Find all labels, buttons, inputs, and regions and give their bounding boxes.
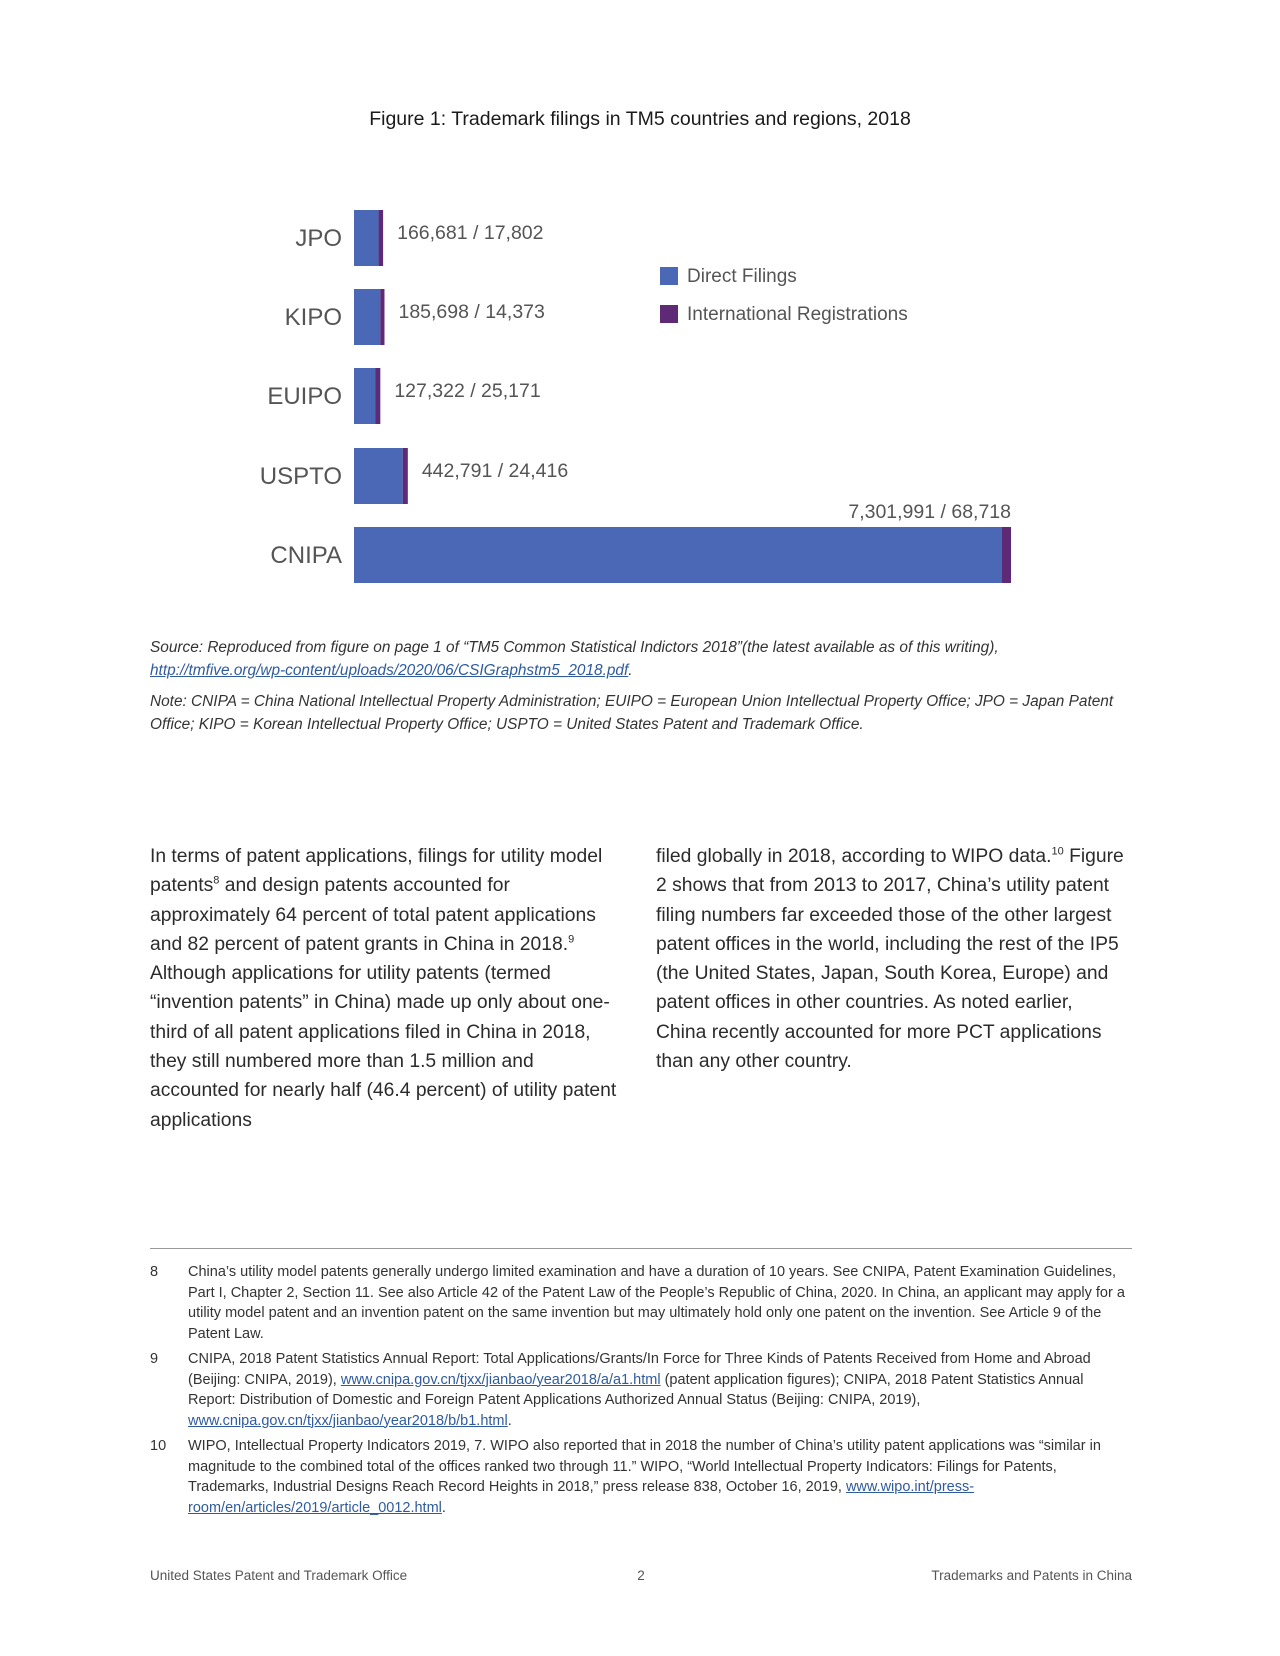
footnote-number: 9 [150,1351,159,1367]
data-label-kipo: 185,698 / 14,373 [398,301,545,323]
body-column-right [656,842,1126,1076]
footnote-9 [150,1349,1132,1431]
legend-label-international: International Registrations [687,304,908,325]
body-left-text-2: and design patents accounted for approximately 64 percent of total patent applications and 82 percent of patent grants in China in 2018. [150,875,596,955]
figure-title: Figure 1: Trademark filings in TM5 countries and regions, 2018 [369,108,911,130]
figure-source [150,636,1132,744]
legend-swatch-international [660,305,678,323]
bar-direct-jpo [354,210,379,266]
legend-swatch-direct [660,267,678,285]
source-link[interactable]: http://tmfive.org/wp-content/uploads/2020/06/CSIGraphstm5_2018.pdf [150,662,629,679]
bar-direct-kipo [354,289,380,345]
note-line: Note: CNIPA = China National Intellectual Property Administration; EUIPO = European Union Intellectual Property Office; JPO = Japan Patent Office; KIPO = Korean Intellectual Property Office; USPTO = United States Patent and Trademark Office. [150,693,1114,733]
category-label-cnipa: CNIPA [270,542,342,569]
category-label-euipo: EUIPO [267,383,342,410]
bar-international-euipo [375,368,380,424]
footnote-text-part: CNIPA, 2018 Patent Statistics Annual Report: Total Applications/Grants/In Force for Three Kinds of Patents Received from Home and Abroad (Beijing: CNIPA, 2019), [188,1351,1091,1388]
data-label-jpo: 166,681 / 17,802 [397,222,544,244]
body-left-text-1: In terms of patent applications, filings for utility model patents [150,846,603,897]
footnote-ref-8[interactable]: 8 [213,874,220,887]
footnote-8 [150,1262,1132,1344]
body-column-left [150,842,620,1135]
footnote-divider [150,1248,1132,1249]
source-line [150,636,1132,682]
category-label-uspto: USPTO [259,463,342,490]
body-left-text-3: Although applications for utility patents (termed “invention patents” in China) made up only about one-third of all patent applications filed in China in 2018, they still numbered more than 1.5 million and accounted for nearly half (46.4 percent) of utility patent applications [150,963,617,1131]
source-text: Source: Reproduced from figure on page 1 of “TM5 Common Statistical Indictors 2018”(the latest available as of this writing), [150,639,999,656]
footnote-text-part: (patent application figures); CNIPA, 2018 Patent Statistics Annual Report: Distribution of Domestic and Foreign Patent Applications Authorized Annual Status (Beijing: CNIPA, 2019), [188,1371,1084,1408]
bar-chart [0,0,1280,600]
data-label-euipo: 127,322 / 25,171 [394,380,541,402]
footnote-number: 10 [150,1438,167,1454]
footnote-10 [150,1436,1132,1518]
legend-item-international [660,296,908,334]
footnote-text-part: WIPO, Intellectual Property Indicators 2019, 7. WIPO also reported that in 2018 the number of China’s utility patent applications was “similar in magnitude to the combined total of the offices ranked two through 11.” WIPO, “World Intellectual Property Indicators: Filings for Patents, Trademarks, Industrial Designs Reach Record Heights in 2018,” press release 838, October 16, 2019, [188,1438,1101,1495]
page-number: 2 [637,1568,645,1583]
bar-international-kipo [380,289,384,345]
footer-right: Trademarks and Patents in China [931,1568,1132,1583]
footnote-text-part: . [441,1499,446,1516]
bar-direct-euipo [354,368,375,424]
body-right-text-2: Figure 2 shows that from 2013 to 2017, China’s utility patent filing numbers far exceeded those of the other largest patent offices in the world, including the rest of the IP5 (the United States, Japan, South Korea, Europe) and patent offices in other countries. As noted earlier, China recently accounted for more PCT applications than any other country. [656,846,1124,1073]
category-label-jpo: JPO [295,225,342,252]
bar-international-uspto [403,448,408,504]
footnote-ref-9[interactable]: 9 [568,933,575,946]
footnote-text-part: . [507,1412,512,1429]
footnote-number: 8 [150,1264,159,1280]
source-end: . [628,662,633,679]
footnote-ref-10[interactable]: 10 [1051,845,1064,858]
data-label-cnipa: 7,301,991 / 68,718 [848,501,1011,523]
bar-international-cnipa [1002,527,1011,583]
legend-item-direct [660,258,908,296]
footnote-link[interactable]: www.cnipa.gov.cn/tjxx/jianbao/year2018/b/b1.html [188,1412,508,1429]
data-label-uspto: 442,791 / 24,416 [421,460,569,482]
body-right-text-1: filed globally in 2018, according to WIPO data. [656,846,1052,867]
chart-legend [660,258,908,334]
bar-direct-uspto [354,448,403,504]
legend-label-direct: Direct Filings [687,266,797,287]
bar-international-jpo [379,210,384,266]
footnote-text: China’s utility model patents generally undergo limited examination and have a duration of 10 years. See CNIPA, Patent Examination Guidelines, Part I, Chapter 2, Section 11. See also Article 42 of the Patent Law of the People’s Republic of China, 2020. In China, an applicant may apply for a utility model patent and an invention patent on the same invention but may ultimately hold only one patent on the invention. See Article 9 of the Patent Law. [188,1264,1125,1342]
footnote-text [188,1349,1132,1431]
footnotes [150,1262,1132,1523]
footnote-link[interactable]: www.wipo.int/press-room/en/articles/2019/article_0012.html [188,1479,975,1516]
footer-left: United States Patent and Trademark Office [150,1568,408,1583]
bar-direct-cnipa [354,527,1002,583]
footnote-text [188,1436,1132,1518]
footnote-link[interactable]: www.cnipa.gov.cn/tjxx/jianbao/year2018/a/a1.html [340,1371,661,1388]
category-label-kipo: KIPO [284,304,342,331]
